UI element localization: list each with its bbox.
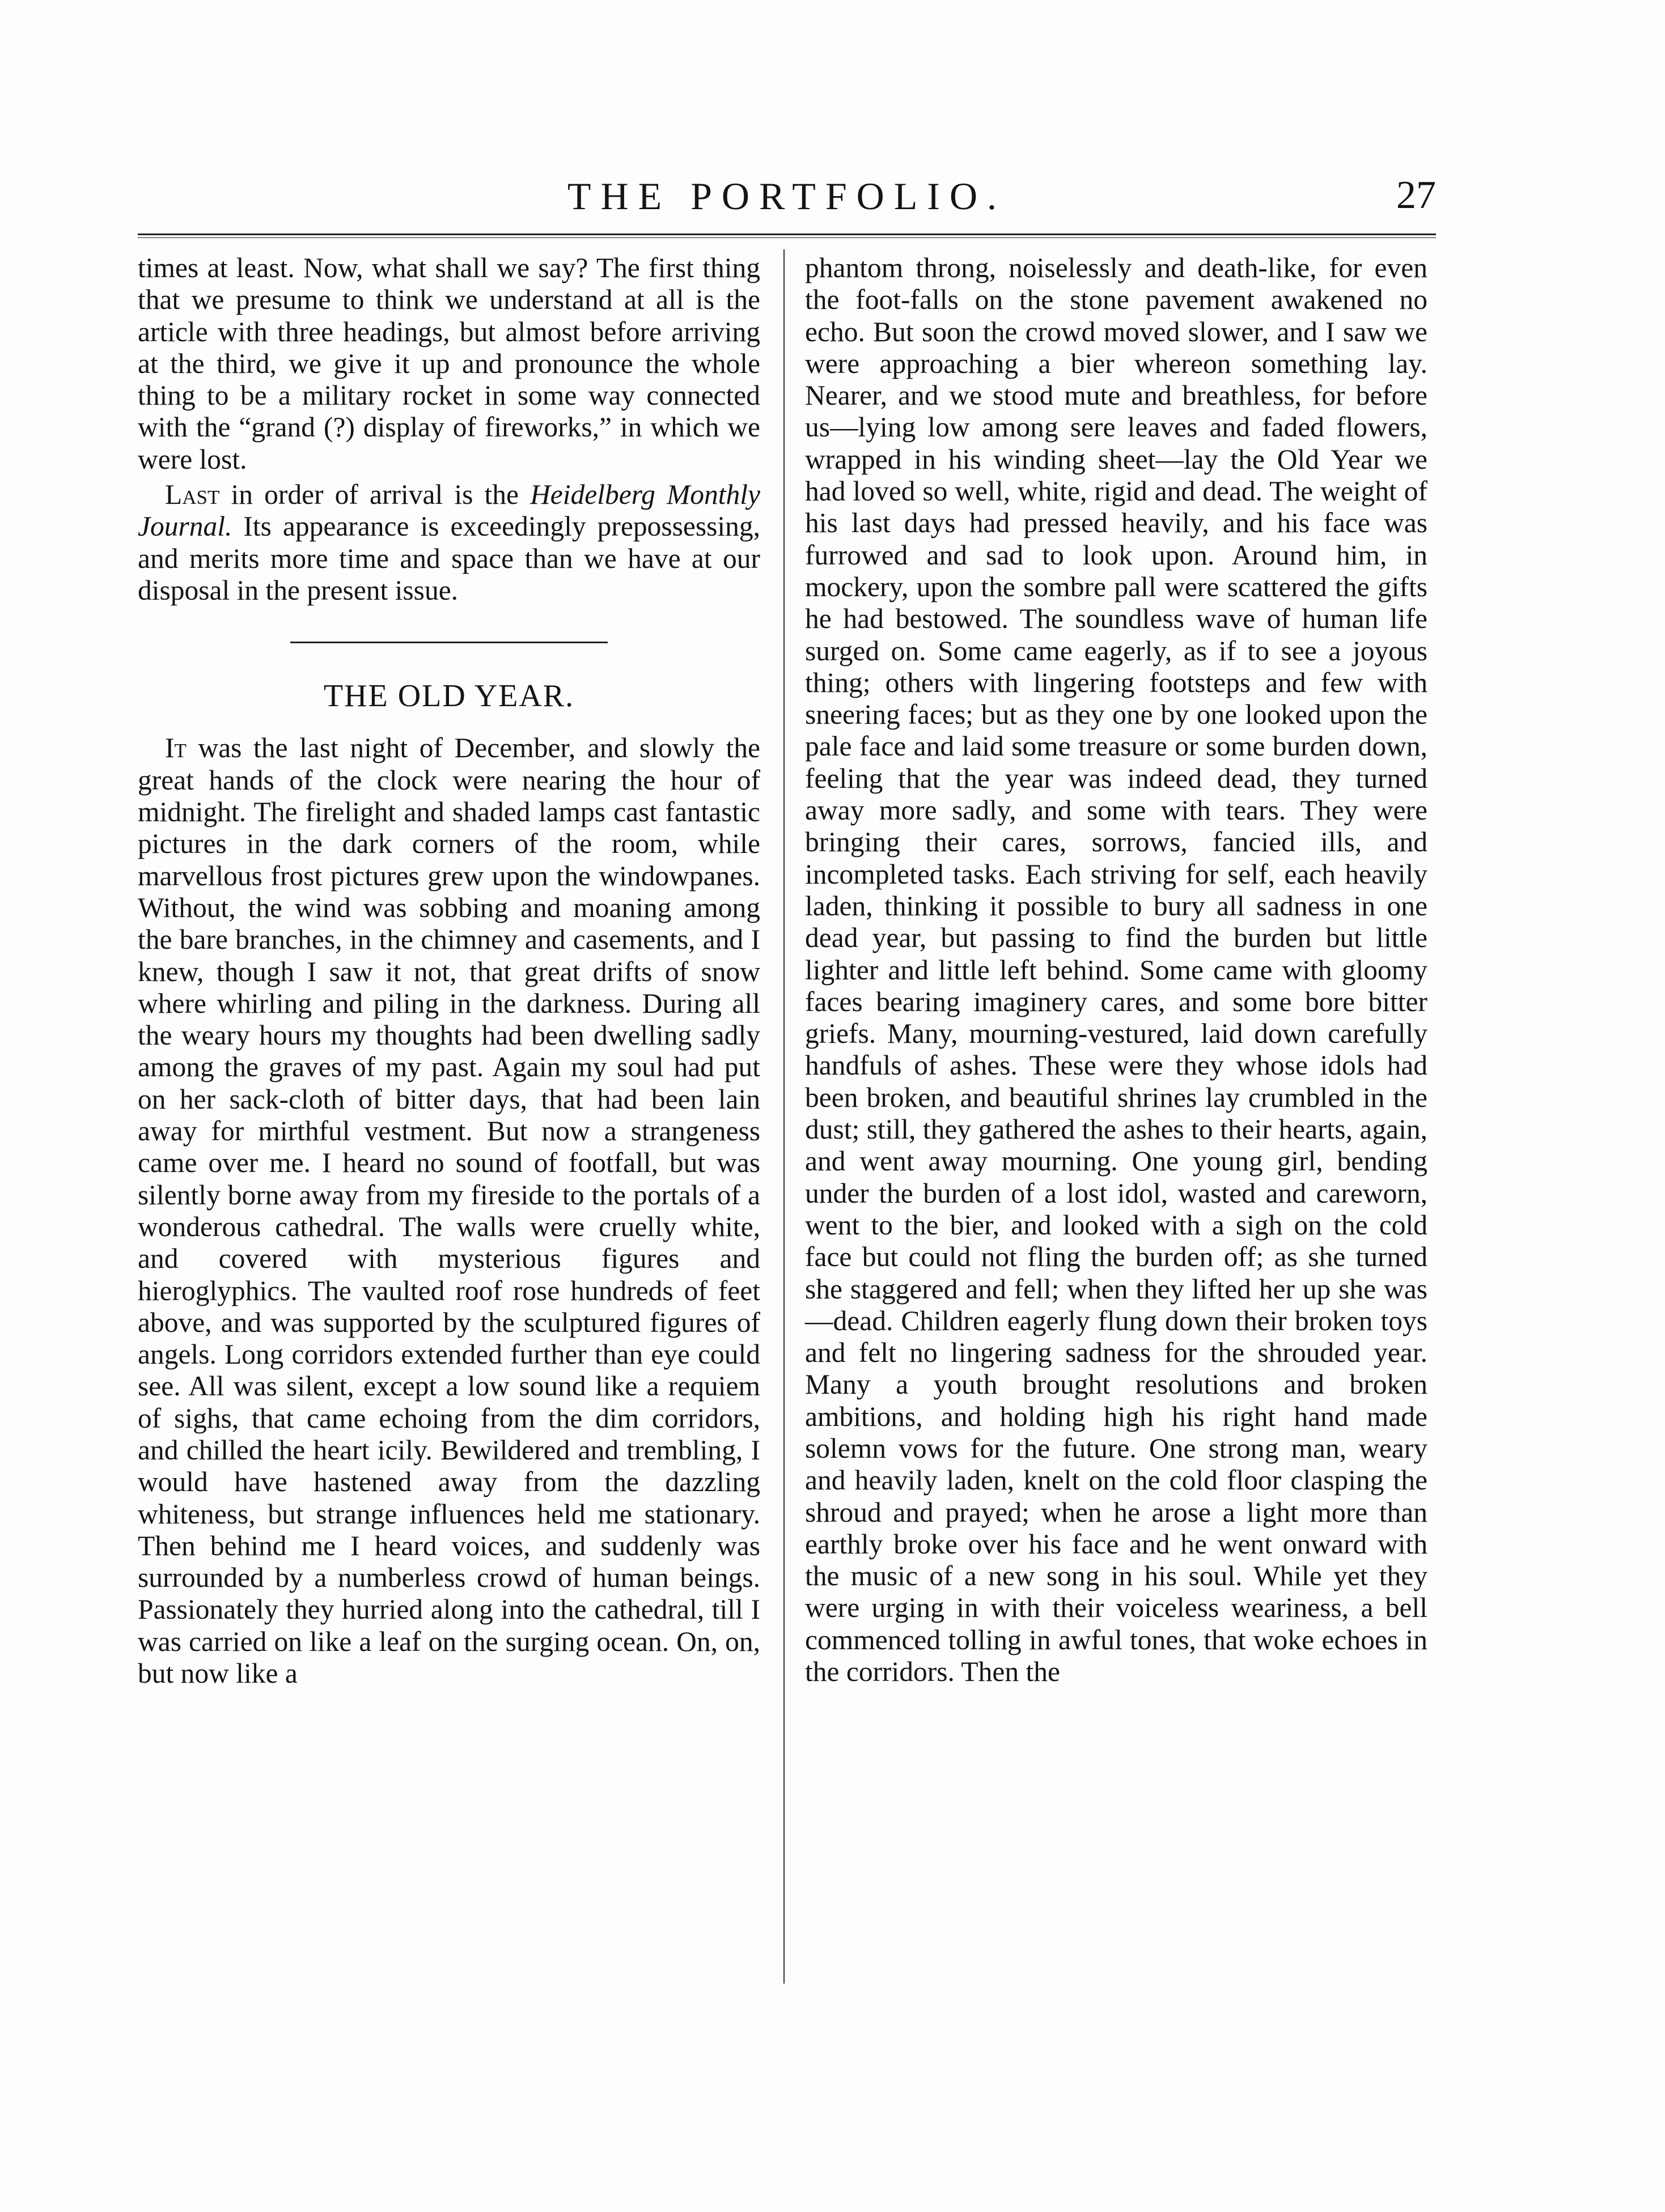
section-heading: THE OLD YEAR.: [323, 678, 575, 714]
column-divider: [783, 249, 785, 1984]
section-divider: [290, 642, 608, 643]
paragraph-text: in order of arrival is the: [219, 479, 531, 511]
journal-title: Heidelberg Monthly Journal.: [138, 479, 760, 542]
running-title: THE PORTFOLIO.: [567, 175, 1007, 218]
story-paragraph: [138, 732, 760, 1689]
left-column: [138, 252, 760, 1689]
paragraph-text: Its appearance is exceedingly prepossessing, and merits more time and space than we have at our disposal in the present issue.: [138, 511, 760, 606]
lead-word: Last: [165, 479, 220, 511]
page-number: 27: [1396, 173, 1436, 217]
review-paragraph: times at least. Now, what shall we say? The first thing that we presume to think we understand at all is the article with three headings, but almost before arriving at the third, we give it up and pronounce the whole thing to be a military rocket in some way connected with the “grand (?) display of fireworks,” in which we were lost.: [138, 252, 760, 475]
heidelberg-paragraph: [138, 479, 760, 606]
story-text: was the last night of December, and slowly the great hands of the clock were nearing the hour of midnight. The firelight and shaded lamps cast fantastic pictures in the dark corners of the room, while marvellous frost pictures grew upon the windowpanes. Without, the wind was sobbing and moaning among the bare branches, in the chimney and casements, and I knew, though I saw it not, that great drifts of snow where whirling and piling in the darkness. During all the weary hours my thoughts had been dwelling sadly among the graves of my past. Again my soul had put on her sack-cloth of bitter days, that had been lain away for mirthful vestment. But now a strangeness came over me. I heard no sound of footfall, but was silently borne away from my fireside to the portals of a wonderous cathedral. The walls were cruelly white, and covered with mysterious figures and hieroglyphics. The vaulted roof rose hundreds of feet above, and was supported by the sculptured figures of angels. Long corridors extended further than eye could see. All was silent, except a low sound like a requiem of sighs, that came echoing from the dim corridors, and chilled the heart icily. Bewildered and trembling, I would have hastened away from the dazzling whiteness, but strange influences held me stationary. Then behind me I heard voices, and suddenly was surrounded by a numberless crowd of human beings. Passionately they hurried along into the cathedral, till I was carried on like a leaf on the surging ocean. On, on, but now like a: [138, 732, 760, 1689]
right-column: [805, 252, 1427, 1688]
page-header: [138, 170, 1436, 238]
lead-word: It: [165, 732, 187, 764]
header-double-rule: [138, 233, 1436, 238]
story-continuation: phantom throng, noiselessly and death-like, for even the foot-falls on the stone pavement awakened no echo. But soon the crowd moved slower, and I saw we were approaching a bier whereon something lay. Nearer, and we stood mute and breathless, for before us—lying low among sere leaves and faded flowers, wrapped in his winding sheet—lay the Old Year we had loved so well, white, rigid and dead. The weight of his last days had pressed heavily, and his face was furrowed and sad to look upon. Around him, in mockery, upon the sombre pall were scattered the gifts he had bestowed. The soundless wave of human life surged on. Some came eagerly, as if to see a joyous thing; others with lingering footsteps and few with sneering faces; but as they one by one looked upon the pale face and laid some treasure or some burden down, feeling that the year was indeed dead, they turned away more sadly, and some with tears. They were bringing their cares, sorrows, fancied ills, and incompleted tasks. Each striving for self, each heavily laden, thinking it possible to bury all sadness in one dead year, but passing to find the burden but little lighter and little left behind. Some came with gloomy faces bearing imaginery cares, and some bore bitter griefs. Many, mourning-vestured, laid down carefully handfuls of ashes. These were they whose idols had been broken, and beautiful shrines lay crumbled in the dust; still, they gathered the ashes to their hearts, again, and went away mourning. One young girl, bending under the burden of a lost idol, wasted and careworn, went to the bier, and looked with a sigh on the cold face but could not fling the burden off; as she turned she staggered and fell; when they lifted her up she was—dead. Children eagerly flung down their broken toys and felt no lingering sadness for the shrouded year. Many a youth brought resolutions and broken ambitions, and holding high his right hand made solemn vows for the future. One strong man, weary and heavily laden, knelt on the cold floor clasping the shroud and prayed; when he arose a light more than earthly broke over his face and he went onward with the music of a new song in his soul. While yet they were urging in with their voiceless weariness, a bell commenced tolling in awful tones, that woke echoes in the corridors. Then the: [805, 252, 1427, 1688]
